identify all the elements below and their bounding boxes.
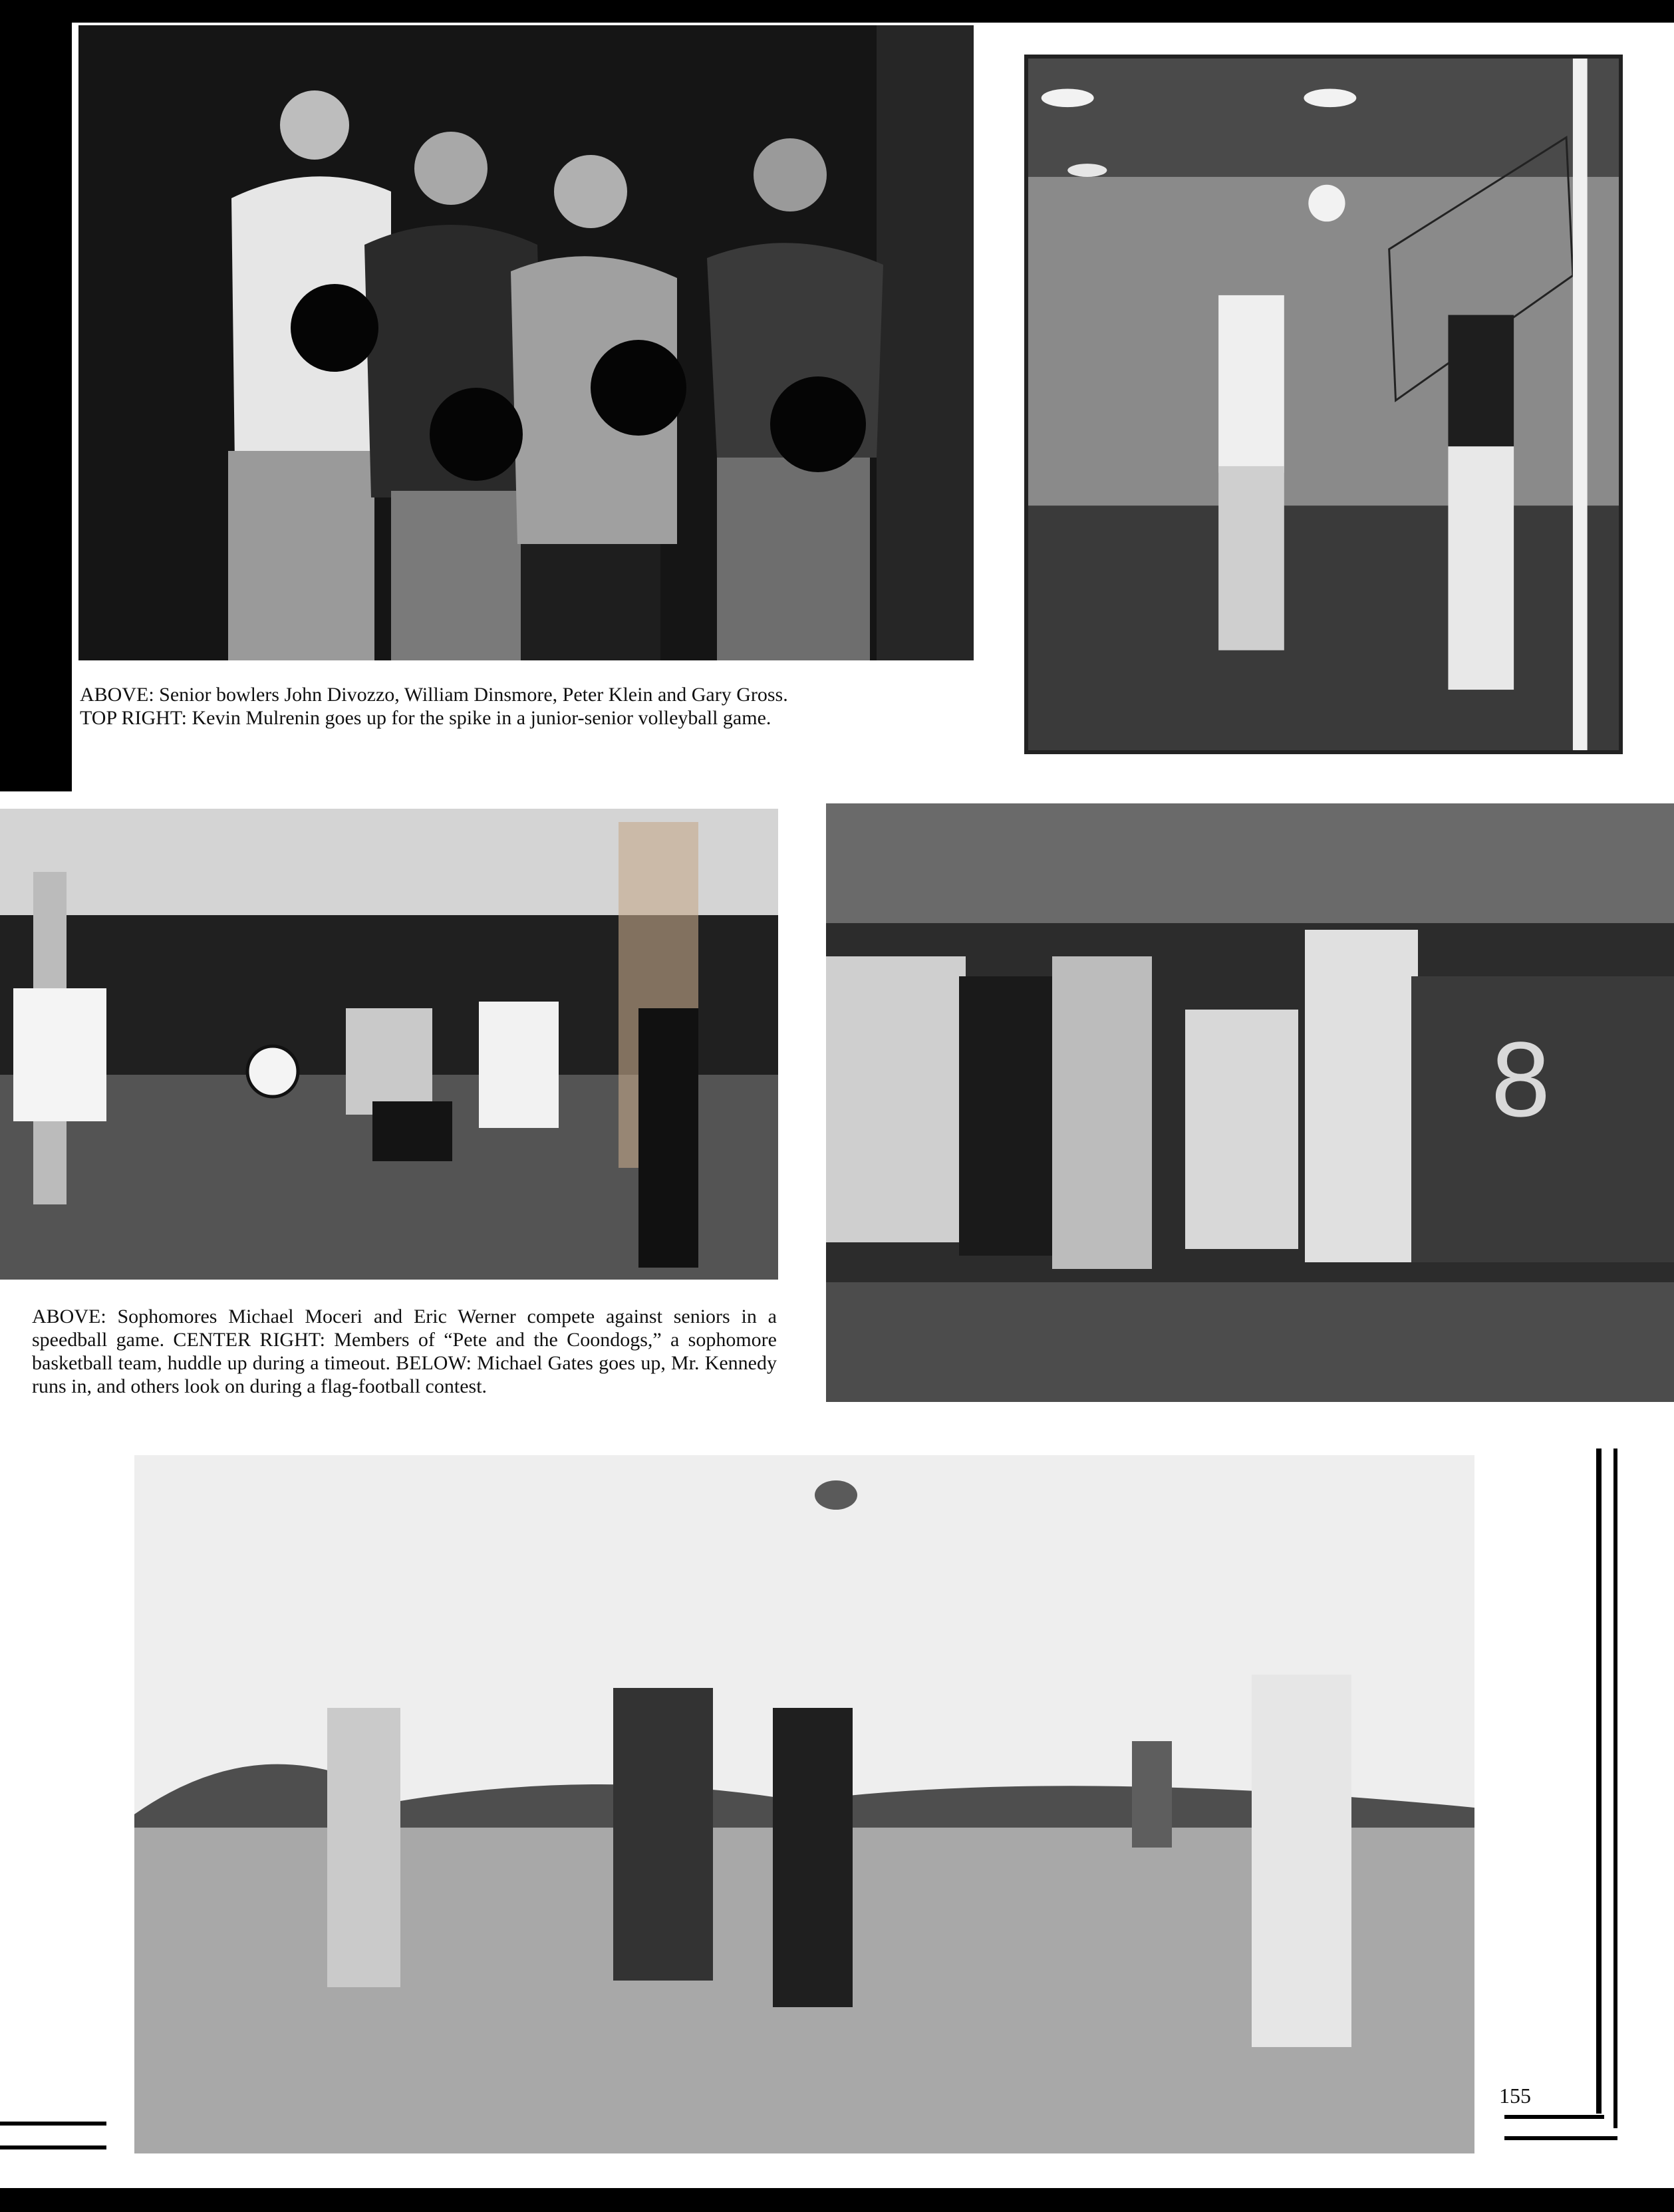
caption-middle-text: ABOVE: Sophomores Michael Moceri and Eric Werner compete against seniors in a speedball game. CENTER RIGHT: Members of “Pete and the Coondogs,” a sophomore basketball team, huddle up during a timeout. BELOW: Michael Gates goes up, Mr. Kennedy runs in, and others look on during a flag-football contest.	[32, 1306, 777, 1397]
bowlers-illustration	[78, 25, 974, 660]
svg-text:8: 8	[1491, 1020, 1550, 1139]
scan-edge-bottom	[0, 2188, 1674, 2212]
rule-left-horizontal-1	[0, 2122, 106, 2126]
rule-right-horizontal-2	[1504, 2136, 1617, 2140]
caption-middle	[32, 1305, 777, 1398]
caption-top	[80, 683, 975, 730]
speedball-illustration	[0, 809, 778, 1280]
photo-basketball-huddle	[826, 803, 1674, 1402]
photo-volleyball-spike	[1024, 55, 1623, 754]
photo-flag-football	[134, 1455, 1474, 2153]
scan-edge-left	[0, 0, 72, 791]
caption-top-line-1: ABOVE: Senior bowlers John Divozzo, William Dinsmore, Peter Klein and Gary Gross.	[80, 684, 788, 706]
volleyball-illustration	[1028, 59, 1619, 750]
caption-top-line-2: TOP RIGHT: Kevin Mulrenin goes up for the spike in a junior-senior volleyball game.	[80, 707, 771, 729]
scan-edge-top	[0, 0, 1674, 23]
huddle-illustration	[826, 803, 1674, 1402]
rule-right-horizontal-1	[1504, 2115, 1604, 2119]
photo-speedball-game	[0, 809, 778, 1280]
photo-senior-bowlers	[78, 25, 974, 660]
rule-left-horizontal-2	[0, 2145, 106, 2149]
page-number: 155	[1499, 2084, 1531, 2108]
football-illustration	[134, 1455, 1474, 2153]
rule-right-vertical-1	[1596, 1449, 1602, 2114]
rule-right-vertical-2	[1613, 1449, 1617, 2128]
